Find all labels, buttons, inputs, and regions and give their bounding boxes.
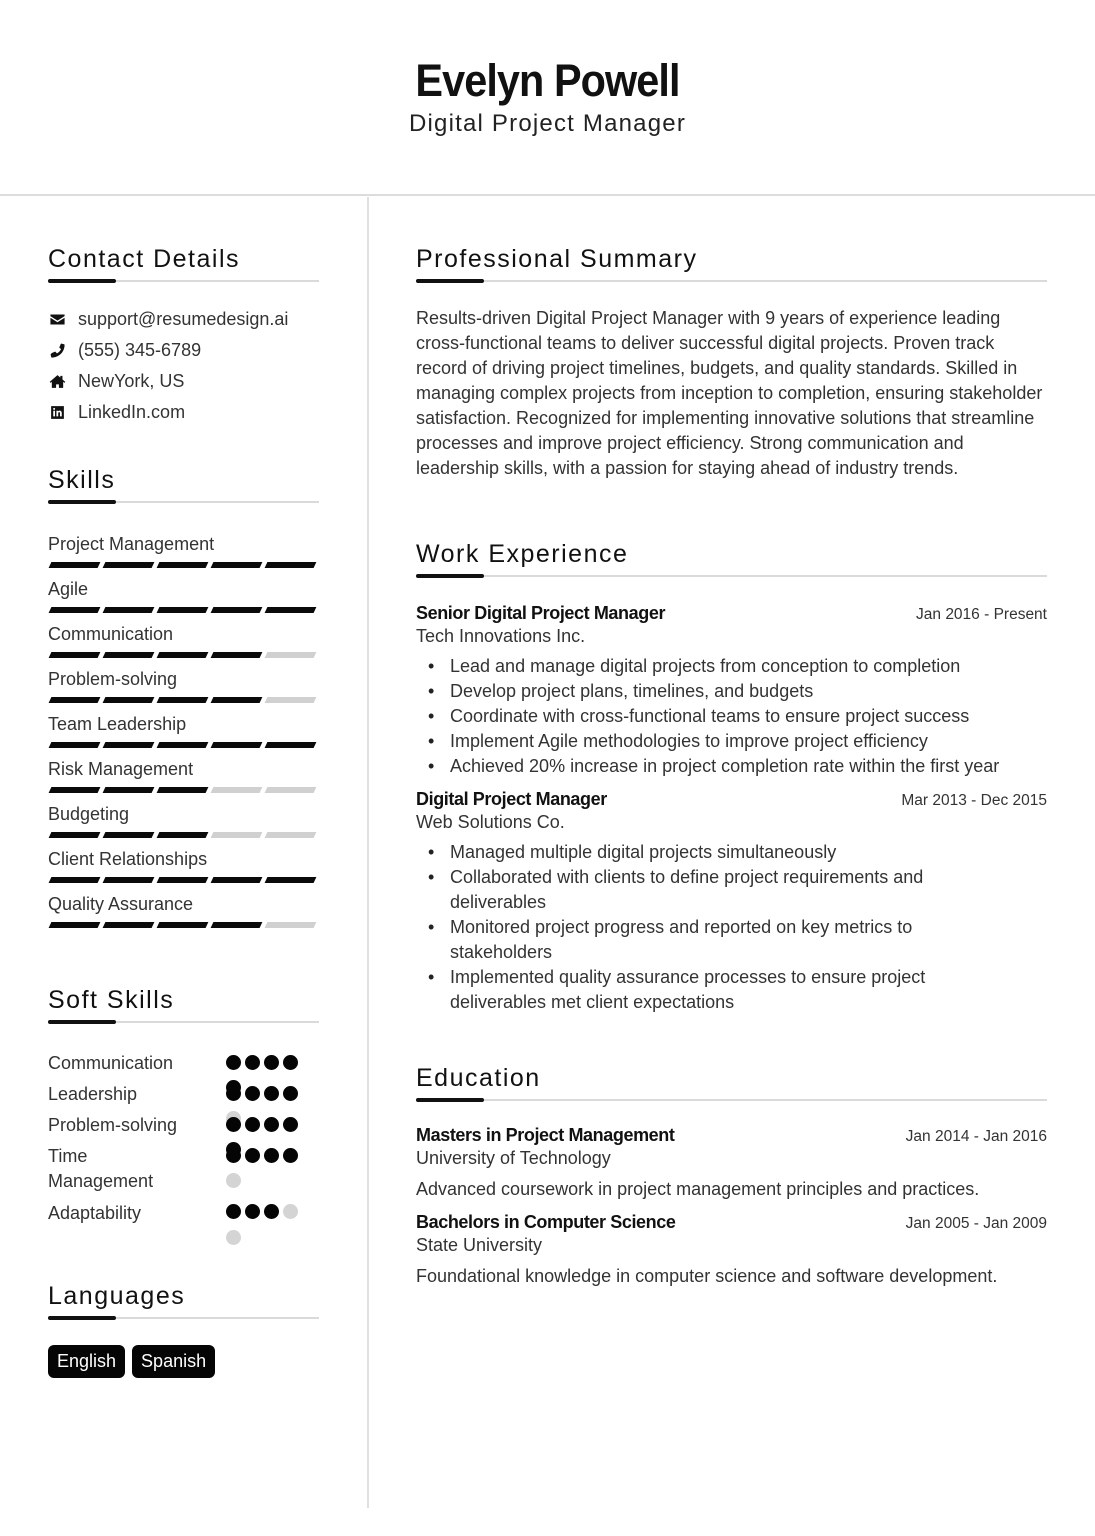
education-description: Advanced coursework in project management principles and practices. (416, 1179, 980, 1199)
soft-skill-leadership (48, 1082, 226, 1107)
rating-segment-filled (49, 877, 101, 883)
summary-text: Results-driven Digital Project Manager with 9 years of experience leading cross-functional teams to deliver successful digital projects. Proven track record of driving project timelines, budgets, and quality standards. Skilled in managing complex projects from inception to completion, ensuring stakeholder satisfaction. Recognized for implementing innovative solutions that streamline processes and improve project efficiency. Strong communication and leadership skills, with a passion for staying ahead of industry trends. (416, 308, 1043, 478)
contact-text: NewYork, US (78, 371, 185, 391)
rating-segment-filled (157, 652, 209, 658)
rating-segment-filled (103, 697, 155, 703)
phone-icon (48, 342, 66, 360)
section-title: Work Experience (416, 540, 629, 568)
skill-rating-bar (48, 737, 319, 756)
rating-segment-filled (49, 652, 101, 658)
rating-segment-filled (103, 877, 155, 883)
rating-segment-filled (49, 832, 101, 838)
envelope-icon (48, 311, 66, 329)
education-date: Jan 2005 - Jan 2009 (905, 1215, 1047, 1232)
education-section (416, 1063, 1047, 1289)
section-rule (48, 1020, 319, 1023)
job-bullet: • Lead and manage digital projects from conception to completion (416, 654, 1047, 679)
skill-item (48, 846, 319, 891)
skill-rating-bar (48, 827, 319, 846)
skill-rating-bar (48, 602, 319, 621)
rating-segment-filled (103, 607, 155, 613)
job-entry (416, 603, 1047, 779)
skill-item (48, 666, 319, 711)
section-title: Soft Skills (48, 986, 175, 1014)
rating-segment-filled (211, 607, 263, 613)
rating-segment-filled (49, 607, 101, 613)
rating-segment-filled (211, 922, 263, 928)
education-entry (416, 1125, 1047, 1202)
rating-segment-empty (265, 697, 317, 703)
soft-skill-label: Communication (48, 1053, 174, 1073)
skill-rating-bar (48, 872, 319, 891)
soft-skill-adaptability (48, 1201, 226, 1226)
rating-segment-filled (265, 562, 317, 568)
skill-label: Agile (48, 579, 89, 599)
skill-label: Team Leadership (48, 714, 187, 734)
soft-skill-label: Leadership (48, 1084, 138, 1104)
section-rule (416, 279, 1047, 282)
rating-segment-filled (157, 562, 209, 568)
contact-text: (555) 345-6789 (78, 340, 202, 360)
section-title: Languages (48, 1282, 186, 1310)
skill-label: Client Relationships (48, 849, 208, 869)
skill-item (48, 756, 319, 801)
skill-label: Quality Assurance (48, 894, 194, 914)
resume-header (0, 0, 1095, 196)
rating-segment-filled (49, 742, 101, 748)
rating-segment-filled (103, 562, 155, 568)
job-date: Mar 2013 - Dec 2015 (901, 792, 1047, 809)
job-company: Web Solutions Co. (416, 812, 565, 832)
rating-segment-filled (157, 922, 209, 928)
rating-segment-filled (157, 742, 209, 748)
rating-segment-filled (265, 742, 317, 748)
skill-label: Project Management (48, 534, 215, 554)
rating-segment-filled (157, 697, 209, 703)
section-title: Skills (48, 466, 116, 494)
job-bullet: • Monitored project progress and reported on key metrics to stakeholders (416, 915, 996, 965)
rating-segment-filled (157, 877, 209, 883)
skill-rating-bar (48, 782, 319, 801)
section-rule (416, 1098, 1047, 1101)
section-title: Education (416, 1064, 541, 1092)
rating-segment-filled (103, 787, 155, 793)
languages-section (48, 1281, 319, 1378)
skill-item (48, 711, 319, 756)
soft-skill-time-management (48, 1144, 178, 1194)
linkedin-icon (48, 404, 66, 422)
section-title: Contact Details (48, 245, 241, 273)
rating-segment-empty (265, 922, 317, 928)
education-entry (416, 1212, 1047, 1289)
section-rule (416, 574, 1047, 577)
skill-item (48, 531, 319, 576)
skill-item (48, 621, 319, 666)
rating-segment-filled (211, 877, 263, 883)
school-name: State University (416, 1235, 543, 1255)
rating-segment-empty (265, 787, 317, 793)
home-icon (48, 373, 66, 391)
skill-rating-bar (48, 647, 319, 666)
soft-skills-section (48, 985, 319, 1023)
section-rule (48, 1316, 319, 1319)
skills-section (48, 465, 319, 936)
rating-segment-filled (157, 832, 209, 838)
rating-segment-filled (103, 832, 155, 838)
contact-text: LinkedIn.com (78, 402, 186, 422)
rating-segment-filled (265, 607, 317, 613)
rating-segment-filled (211, 697, 263, 703)
rating-segment-empty (265, 652, 317, 658)
job-bullets (416, 840, 996, 1015)
soft-skill-label: Adaptability (48, 1203, 142, 1223)
language-tag-english: English (48, 1345, 125, 1378)
contact-phone[interactable] (48, 335, 319, 366)
rating-segment-filled (103, 742, 155, 748)
candidate-name: Evelyn Powell (415, 55, 680, 106)
contact-linkedin[interactable] (48, 397, 319, 428)
contact-section (48, 244, 319, 428)
rating-segment-filled (265, 877, 317, 883)
rating-segment-filled (49, 787, 101, 793)
skill-item (48, 891, 319, 936)
skill-label: Communication (48, 624, 174, 644)
job-bullet: • Coordinate with cross-functional teams to ensure project success (416, 704, 1047, 729)
section-rule (48, 279, 319, 282)
candidate-title: Digital Project Manager (408, 110, 687, 137)
rating-segment-filled (157, 787, 209, 793)
skill-rating-bar (48, 692, 319, 711)
skill-label: Budgeting (48, 804, 130, 824)
section-title: Professional Summary (416, 245, 698, 273)
education-date: Jan 2014 - Jan 2016 (905, 1128, 1047, 1145)
skill-rating-bar (48, 917, 319, 936)
job-company: Tech Innovations Inc. (416, 626, 586, 646)
job-entry (416, 789, 1047, 1015)
contact-location (48, 366, 319, 397)
rating-segment-filled (103, 922, 155, 928)
job-bullet: • Implement Agile methodologies to improve project efficiency (416, 729, 1047, 754)
skill-item (48, 801, 319, 846)
language-tag-spanish: Spanish (132, 1345, 215, 1378)
soft-skill-problem-solving (48, 1113, 226, 1138)
contact-email[interactable] (48, 304, 319, 335)
education-description: Foundational knowledge in computer science and software development. (416, 1266, 998, 1286)
skills-list (48, 531, 319, 936)
degree-title: Bachelors in Computer Science (416, 1212, 676, 1232)
rating-segment-filled (103, 652, 155, 658)
rating-segment-filled (157, 607, 209, 613)
job-bullet: • Achieved 20% increase in project completion rate within the first year (416, 754, 1047, 779)
rating-segment-empty (211, 787, 263, 793)
language-tags (48, 1345, 319, 1378)
job-bullet: • Collaborated with clients to define project requirements and deliverables (416, 865, 996, 915)
rating-segment-empty (265, 832, 317, 838)
rating-segment-filled (49, 562, 101, 568)
rating-segment-empty (211, 832, 263, 838)
degree-title: Masters in Project Management (416, 1125, 675, 1145)
column-divider (367, 197, 369, 1508)
skill-item (48, 576, 319, 621)
skill-rating-bar (48, 557, 319, 576)
job-bullet: • Implemented quality assurance processes to ensure project deliverables met client expectations (416, 965, 996, 1015)
soft-skill-label: Problem-solving (48, 1115, 178, 1135)
rating-segment-filled (49, 922, 101, 928)
job-bullet: • Managed multiple digital projects simultaneously (416, 840, 996, 865)
contact-text: support@resumedesign.ai (78, 309, 289, 329)
job-bullet: • Develop project plans, timelines, and budgets (416, 679, 1047, 704)
rating-segment-filled (211, 742, 263, 748)
job-date: Jan 2016 - Present (916, 606, 1047, 623)
school-name: University of Technology (416, 1148, 611, 1168)
rating-segment-filled (211, 652, 263, 658)
soft-skill-dots (226, 1055, 306, 1255)
skill-label: Problem-solving (48, 669, 178, 689)
rating-segment-filled (211, 562, 263, 568)
experience-section (416, 539, 1047, 1015)
job-title: Senior Digital Project Manager (416, 603, 666, 623)
soft-skill-communication (48, 1051, 226, 1076)
soft-skill-label: Time Management (48, 1146, 154, 1191)
section-rule (48, 500, 319, 503)
rating-segment-filled (49, 697, 101, 703)
skill-label: Risk Management (48, 759, 194, 779)
job-bullets (416, 654, 1047, 779)
job-title: Digital Project Manager (416, 789, 607, 809)
summary-section (416, 244, 1047, 481)
